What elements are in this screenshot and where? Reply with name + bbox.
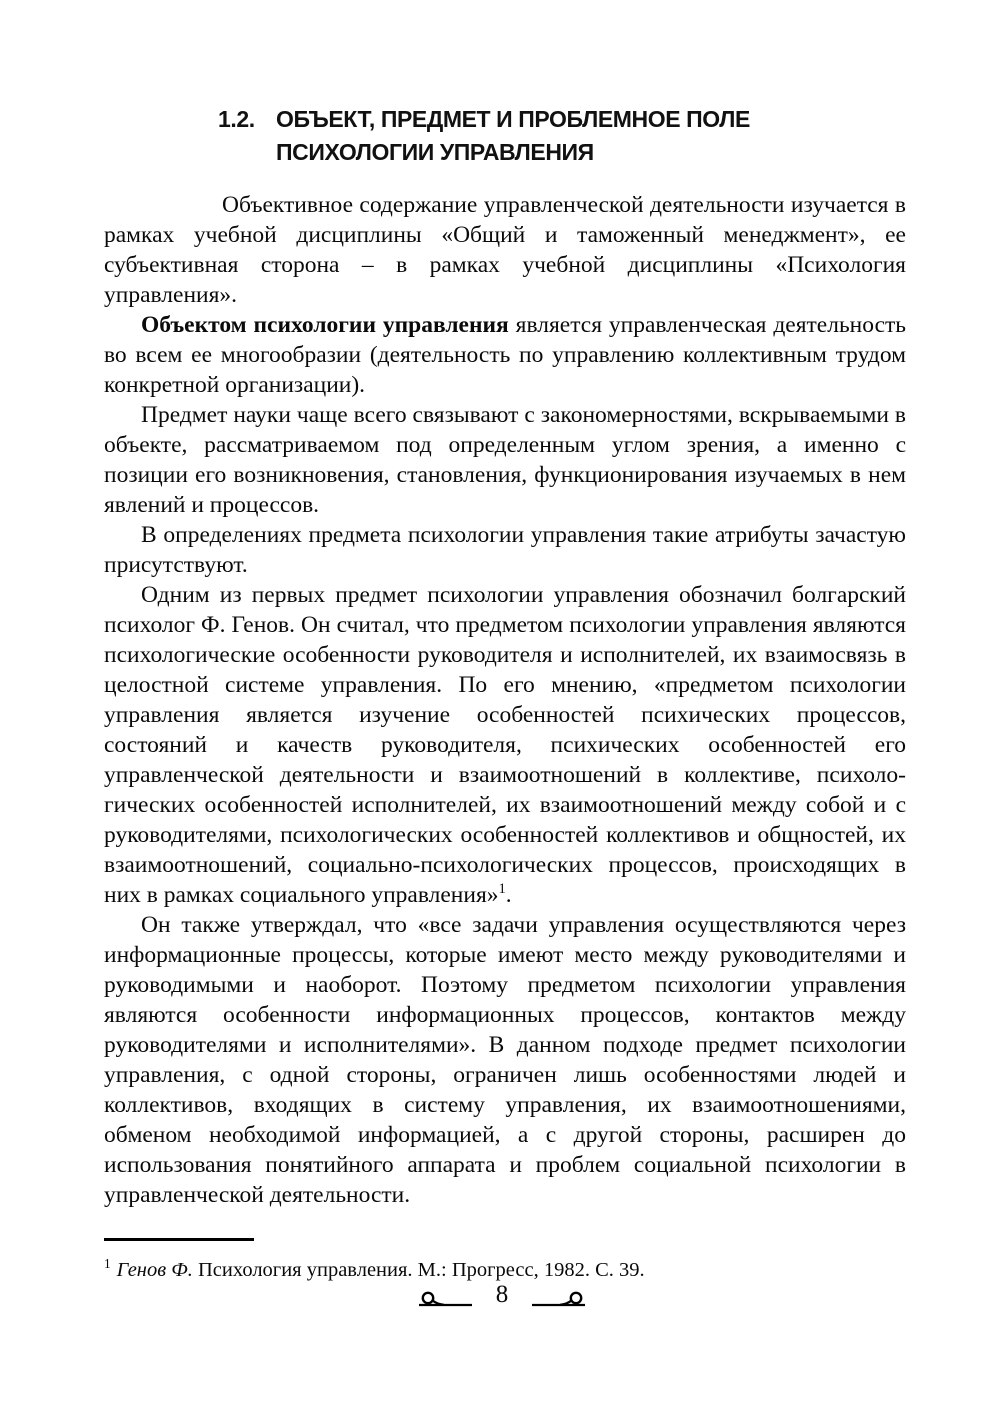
section-number: 1.2. xyxy=(218,106,255,132)
paragraph-1 xyxy=(104,190,906,310)
paragraph-5-text: Одним из первых предмет психологии управления обозначил болгарский психолог Ф. Генов. Он считал, что предметом психологии управления являются психологические особенности руководителя и исполнителей, их взаимосвязь в целостной системе управления. По его мнению, «предметом психологии управления является изучение особенностей психических процессов, состояний и качеств руководителя, психических особенностей его управленческой деятельности и взаимоотношений в коллективе, психологических особенностей исполнителей, их взаимоотношений между собой и с руководителями, психологических особенностей коллективов и общностей, их взаимоотношений, социально-психологических процессов, происходящих в них в рамках социального управления» xyxy=(104,582,906,908)
paragraph-6 xyxy=(104,910,906,1210)
paragraph-1-text: Объективное содержание управленческой деятельности изучается в рамках учебной дисциплины «Общий и таможенный менеджмент», ее субъективная сторона – в рамках учебной дисциплины «Психология управления». xyxy=(104,192,906,308)
paragraph-5-period: . xyxy=(505,882,512,908)
body-text xyxy=(104,190,906,1210)
paragraph-2-text: является управленческая деятельность во всем ее многообразии (деятельность по управлению коллективным трудом конкретной организации). xyxy=(104,312,906,398)
paragraph-2-bold-lead: Объектом психологии управления xyxy=(141,312,509,338)
paragraph-3-text: Предмет науки чаще всего связывают с закономерностями, вскрываемыми в объекте, рассматриваемом под определенным углом зрения, а именно с позиции его возникновения, становления, функционирования изучаемых в нем явлений и процессов. xyxy=(104,402,906,518)
section-title-line2: ПСИХОЛОГИИ УПРАВЛЕНИЯ xyxy=(276,139,594,165)
paragraph-4 xyxy=(104,520,906,580)
footnote-citation: Психология управления. М.: Прогресс, 1982. С. 39. xyxy=(192,1258,645,1281)
footnote-rule xyxy=(104,1238,254,1241)
paragraph-3 xyxy=(104,400,906,520)
section-title-line1: ОБЪЕКТ, ПРЕДМЕТ И ПРОБЛЕМНОЕ ПОЛЕ xyxy=(276,106,750,132)
paragraph-5 xyxy=(104,580,906,910)
paragraph-6-text: Он также утверждал, что «все задачи управления осуществляются через информационные процессы, которые имеют место между руководителями и руководимыми и наоборот. Поэтому предметом психологии управления являются особенности информационных процессов, контактов между руководителями и исполнителями». В данном подходе предмет психологии управления, с одной стороны, ограничен лишь особенностями людей и коллективов, входящих в систему управления, их взаимоотношениями, обменом необходимой информацией, а с другой стороны, расширен до использования понятийного аппарата и проблем социальной психологии в управленческой деятельности. xyxy=(104,912,906,1208)
paragraph-2 xyxy=(104,310,906,400)
footnote-area xyxy=(104,1238,906,1283)
page-footer xyxy=(0,1281,1004,1313)
flourish-left-icon xyxy=(418,1289,474,1309)
paragraph-4-text: В определениях предмета психологии управления такие атрибуты зачастую присутствуют. xyxy=(104,522,906,578)
section-heading xyxy=(218,103,914,169)
page-number: 8 xyxy=(495,1281,509,1308)
footnote-reference: 1 xyxy=(498,881,506,898)
footnote-marker: 1 xyxy=(104,1256,111,1271)
footnote-author: Генов Ф. xyxy=(116,1258,193,1281)
footnote xyxy=(104,1251,906,1283)
flourish-right-icon xyxy=(530,1289,586,1309)
section-title xyxy=(276,103,750,169)
